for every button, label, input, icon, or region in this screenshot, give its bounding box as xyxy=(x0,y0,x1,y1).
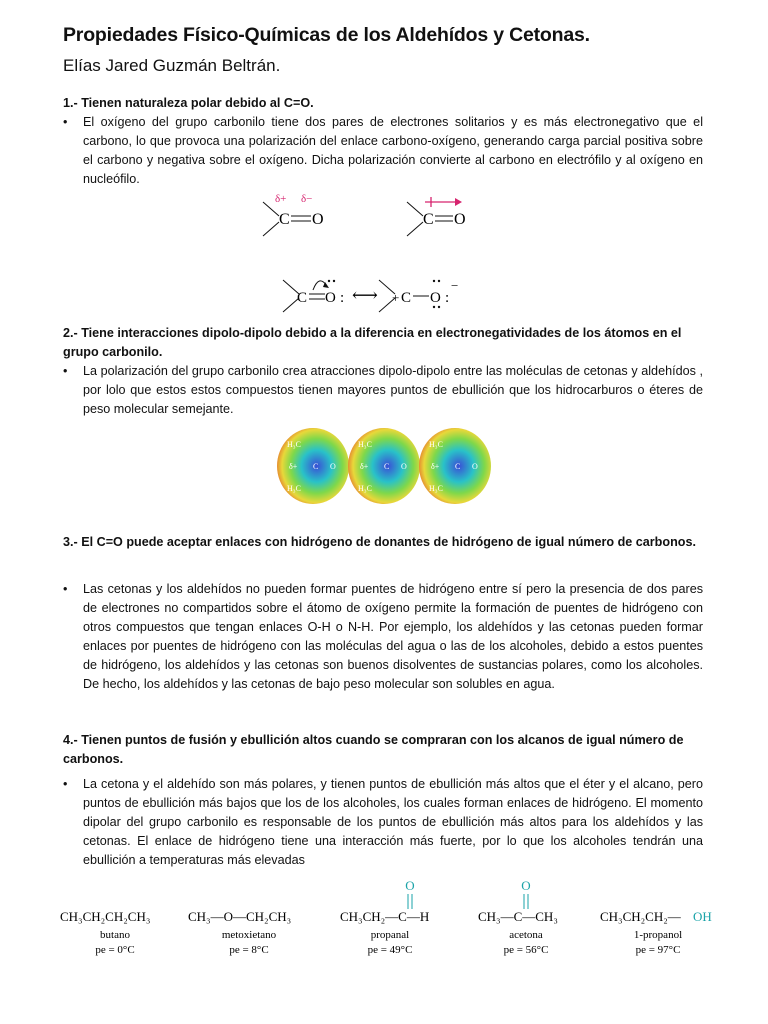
carbon-atom: C xyxy=(423,211,434,228)
methyl-label: H₃C xyxy=(287,440,301,449)
bond-line xyxy=(407,222,423,236)
carbon-atom: C xyxy=(279,211,290,228)
compound-formula: CH₃CH₂CH₂— xyxy=(600,909,681,924)
compound-name: butano xyxy=(100,929,130,941)
section-2-bullet xyxy=(63,362,703,419)
compound-formula: CH₃—C—CH₃ xyxy=(478,909,558,924)
bullet-marker: • xyxy=(63,115,68,129)
bullet-marker: • xyxy=(63,777,68,791)
lone-pair-dot xyxy=(328,280,330,282)
compound-boiling-point: pe = 97°C xyxy=(635,944,681,956)
compound-boiling-point: pe = 0°C xyxy=(95,944,135,956)
lone-pair-colon: : xyxy=(340,290,345,306)
section-1-bullet xyxy=(63,113,703,189)
carbon-label: C xyxy=(384,462,390,471)
carbon-atom: C xyxy=(297,290,308,306)
section-2-text: La polarización del grupo carbonilo crea atracciones dipolo-dipolo entre las moléculas de cetonas y aldehídos , por lolo que estos estos compuestos tienen mayores puntos de ebullición que los hidrocarburos o éteres de peso molecular semejante. xyxy=(83,364,703,416)
boiling-point-comparison xyxy=(55,876,725,966)
carbonyl-oxygen: O xyxy=(521,878,531,893)
compound-formula: CH₃—O—CH₂CH₃ xyxy=(188,909,292,924)
carbon-label: C xyxy=(455,462,461,471)
hydroxyl-group: OH xyxy=(693,909,712,924)
oxygen-atom: O xyxy=(454,211,466,228)
compound-name: metoxietano xyxy=(221,929,277,941)
methyl-label: H₃C xyxy=(429,440,443,449)
compound-name: propanal xyxy=(370,929,410,941)
compound-formula: CH₃CH₂CH₂CH₃ xyxy=(60,909,151,924)
oxygen-atom: O xyxy=(325,290,336,306)
dipole-arrow-head xyxy=(455,198,462,206)
compound-propanal xyxy=(340,878,429,956)
compound-formula: CH₃CH₂—C—H xyxy=(340,909,430,924)
bond-line xyxy=(407,202,423,216)
electrostatic-potential-map xyxy=(275,425,493,507)
methyl-label: H₃C xyxy=(429,484,443,493)
carbonyl-oxygen: O xyxy=(405,878,415,893)
section-3-heading: 3.- El C=O puede aceptar enlaces con hidrógeno de donantes de hidrógeno de igual número de carbonos. xyxy=(63,535,696,549)
carbonyl-polarization-figure xyxy=(255,190,485,320)
compound-boiling-point: pe = 8°C xyxy=(229,944,269,956)
oxygen-label: O xyxy=(472,462,478,471)
section-3-text: Las cetonas y los aldehídos no pueden formar puentes de hidrógeno entre sí pero la presencia de dos pares de electrones no compartidos sobre el átomo de oxígeno permite la formación de puentes de hidrógeno con otros compuestos que tengan enlaces O-H o N-H. Por ejemplo, los aldehídos y las cetonas pueden formar enlaces por puentes de hidrógeno con las moléculas del agua o las de los alcoholes, debido a estos puentes de hidrógeno, los aldehídos y las cetonas son buenos disolventes de sustancias polares, como los alcoholes. De hecho, los aldehídos y las cetonas de bajo peso molecular son solubles en agua. xyxy=(83,582,703,691)
methyl-label: H₃C xyxy=(358,484,372,493)
oxygen-atom: O xyxy=(430,290,441,306)
compound-acetona xyxy=(478,878,558,956)
document-title: Propiedades Físico-Químicas de los Aldehídos y Cetonas. xyxy=(63,24,590,46)
section-3-bullet xyxy=(63,580,703,694)
delta-plus-label: δ+ xyxy=(289,462,298,471)
delta-plus-label: δ+ xyxy=(431,462,440,471)
positive-charge: + xyxy=(392,290,400,305)
compound-metoxietano xyxy=(188,909,291,956)
section-4-heading: 4.- Tienen puntos de fusión y ebullición altos cuando se compraran con los alcanos de igual número de carbonos. xyxy=(63,733,684,766)
carbon-label: C xyxy=(313,462,319,471)
compound-1-propanol xyxy=(600,909,712,956)
delta-plus-label: δ+ xyxy=(275,193,287,205)
dipole-arrow-structure xyxy=(407,197,466,236)
bullet-marker: • xyxy=(63,364,68,378)
lone-pair-dot xyxy=(433,280,435,282)
molecule-surface-3 xyxy=(419,428,491,504)
polar-carbonyl-structure xyxy=(263,193,324,236)
lone-pair-dot xyxy=(438,306,440,308)
section-1-text: El oxígeno del grupo carbonilo tiene dos pares de electrones solitarios y es más electronegativo que el carbono, lo que provoca una polarización del enlace carbono-oxígeno, generando carga parcial positiva sobre el carbono y negativa sobre el oxígeno. Dicha polarización convierte al carbono en electrófilo y al oxígeno en nucleófilo. xyxy=(83,115,703,186)
carbon-atom: C xyxy=(401,290,412,306)
compound-butano xyxy=(60,909,150,956)
oxygen-label: O xyxy=(330,462,336,471)
compound-boiling-point: pe = 56°C xyxy=(503,944,549,956)
lone-pair-dot xyxy=(433,306,435,308)
section-2-heading: 2.- Tiene interacciones dipolo-dipolo debido a la diferencia en electronegatividades de los átomos en el grupo carbonilo. xyxy=(63,326,682,359)
section-1-heading: 1.- Tienen naturaleza polar debido al C=O. xyxy=(63,96,314,110)
delta-plus-label: δ+ xyxy=(360,462,369,471)
compound-name: 1-propanol xyxy=(633,929,683,941)
oxygen-label: O xyxy=(401,462,407,471)
bond-line xyxy=(263,222,279,236)
resonance-arrow-icon: ⟷ xyxy=(352,285,378,305)
oxygen-atom: O xyxy=(312,211,324,228)
section-4-bullet xyxy=(63,775,703,870)
compound-boiling-point: pe = 49°C xyxy=(367,944,413,956)
lone-pair-dot xyxy=(438,280,440,282)
negative-charge: − xyxy=(451,278,459,293)
molecule-surface-2 xyxy=(348,428,420,504)
section-4-text: La cetona y el aldehído son más polares, y tienen puntos de ebullición más altos que el éter y el alcano, pero puntos de ebullición más bajos que los de los alcoholes, los cuales forman enlaces de hidrógeno. El momento dipolar del grupo carbonilo es responsable de los puntos de ebullición más altos para los aldehídos y las cetonas. El enlace de hidrógeno tiene una interacción más fuerte, por lo que los alcoholes tendrán una ebullición a temperaturas más elevadas xyxy=(83,777,703,867)
compound-name: acetona xyxy=(509,929,543,941)
molecule-surface-1 xyxy=(277,428,349,504)
lone-pair-colon: : xyxy=(445,290,450,306)
document-author: Elías Jared Guzmán Beltrán. xyxy=(63,56,281,75)
methyl-label: H₃C xyxy=(287,484,301,493)
methyl-label: H₃C xyxy=(358,440,372,449)
bullet-marker: • xyxy=(63,582,68,596)
resonance-structures xyxy=(283,278,458,312)
lone-pair-dot xyxy=(333,280,335,282)
delta-minus-label: δ− xyxy=(301,193,313,205)
